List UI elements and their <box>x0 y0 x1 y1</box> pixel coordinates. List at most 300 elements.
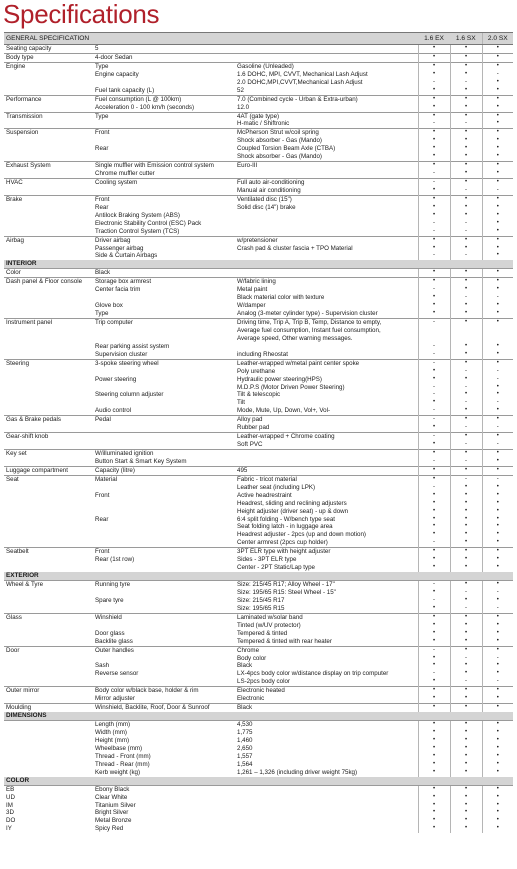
mark-1-6-ex: • <box>418 622 450 630</box>
mark-2-0-sx: • <box>482 809 513 817</box>
table-row <box>4 286 513 294</box>
mark-1-6-ex: • <box>418 817 450 825</box>
category-cell: HVAC <box>4 179 93 187</box>
mark-2-0-sx: • <box>482 220 513 228</box>
table-header-row <box>4 33 513 45</box>
mark-1-6-sx: • <box>450 204 482 212</box>
category-cell: Outer mirror <box>4 687 93 695</box>
mark-2-0-sx: • <box>482 162 513 170</box>
mark-2-0-sx: • <box>482 492 513 500</box>
category-cell <box>4 399 93 407</box>
mark-2-0-sx: • <box>482 343 513 351</box>
mark-1-6-sx: • <box>450 195 482 203</box>
item-cell: Steering column adjuster <box>95 391 164 399</box>
item-cell: Spare tyre <box>95 596 124 604</box>
category-cell <box>4 531 93 539</box>
mark-1-6-ex: - <box>418 319 450 343</box>
value-cell: 4,530 <box>235 721 418 729</box>
mark-2-0-sx: • <box>482 236 513 244</box>
mark-1-6-ex: - <box>418 120 450 128</box>
item-cell: Passenger airbag <box>95 244 144 252</box>
variant-1-6-ex-header: 1.6 EX <box>418 33 450 45</box>
category-cell <box>4 622 93 630</box>
mark-1-6-ex: - <box>418 458 450 466</box>
mark-2-0-sx: • <box>482 137 513 145</box>
item-cell: Bright Silver <box>95 809 129 817</box>
table-row <box>4 137 513 145</box>
table-row <box>4 613 513 621</box>
mark-2-0-sx: • <box>482 391 513 399</box>
value-cell: 6:4 split folding - W/bench type seat <box>237 515 336 523</box>
mark-1-6-sx: • <box>450 556 482 564</box>
mark-1-6-sx: • <box>450 687 482 695</box>
value-cell: Gasoline (Unleaded) <box>235 62 418 70</box>
table-row <box>4 531 513 539</box>
table-row <box>4 62 513 70</box>
mark-1-6-sx: • <box>450 809 482 817</box>
table-row <box>4 407 513 415</box>
mark-1-6-sx: • <box>450 523 482 531</box>
category-cell: DO <box>6 817 16 825</box>
category-cell: Transmission <box>4 112 93 120</box>
value-cell: Manual air conditioning <box>237 186 301 194</box>
mark-1-6-ex: • <box>418 508 450 516</box>
value-cell: Seat folding latch - in luggage area <box>237 523 333 531</box>
value-cell: 1,775 <box>237 729 253 736</box>
mark-1-6-ex: • <box>418 112 450 120</box>
mark-1-6-sx: - <box>450 589 482 597</box>
category-cell <box>4 564 93 572</box>
spec-table-body <box>4 45 513 834</box>
mark-2-0-sx: • <box>482 359 513 367</box>
mark-1-6-ex: - <box>418 170 450 178</box>
table-row <box>4 475 513 483</box>
category-cell <box>4 120 93 128</box>
table-row <box>4 450 513 458</box>
mark-1-6-sx: • <box>450 351 482 359</box>
mark-2-0-sx: • <box>482 87 513 95</box>
table-row <box>4 670 513 678</box>
value-cell: LX-4pcs body color w/distance display on trip computer <box>237 670 389 678</box>
mark-1-6-ex: • <box>418 704 450 712</box>
item-cell <box>93 605 235 613</box>
mark-1-6-sx: • <box>450 376 482 384</box>
mark-1-6-ex: • <box>418 376 450 384</box>
category-cell <box>4 302 93 310</box>
mark-1-6-sx: • <box>450 153 482 161</box>
mark-1-6-ex: • <box>418 695 450 703</box>
category-cell <box>4 204 93 212</box>
category-cell <box>4 391 93 399</box>
table-row <box>4 630 513 638</box>
mark-1-6-ex: - <box>418 286 450 294</box>
item-cell: Antilock Braking System (ABS) <box>95 211 180 219</box>
table-row <box>4 95 513 103</box>
value-cell: Leather-wrapped + Chrome coating <box>235 433 418 441</box>
item-cell: Front <box>93 548 235 556</box>
value-cell: Height adjuster (driver seat) - up & down <box>237 507 349 515</box>
mark-2-0-sx: • <box>482 622 513 630</box>
table-row <box>4 548 513 556</box>
mark-1-6-ex: - <box>418 228 450 236</box>
mark-1-6-ex: • <box>418 516 450 524</box>
table-row <box>4 761 513 769</box>
value-cell: M.D.P.S (Motor Driven Power Steering) <box>237 383 345 391</box>
item-cell: Thread - Rear (mm) <box>95 760 150 768</box>
item-cell <box>93 484 235 492</box>
mark-1-6-sx: • <box>450 662 482 670</box>
table-row <box>4 695 513 703</box>
value-cell: Leather-wrapped w/metal paint center spoke <box>235 359 418 367</box>
mark-1-6-sx: • <box>450 129 482 137</box>
item-cell: Titanium Silver <box>95 801 136 809</box>
table-row <box>4 433 513 441</box>
mark-1-6-sx: • <box>450 319 482 343</box>
mark-1-6-sx: - <box>450 605 482 613</box>
mark-2-0-sx: • <box>482 95 513 103</box>
item-cell: Audio control <box>95 407 132 415</box>
mark-1-6-sx: • <box>450 630 482 638</box>
mark-1-6-ex: - <box>418 646 450 654</box>
value-cell: 7.0 (Combined cycle - Urban & Extra-urban) <box>235 95 418 103</box>
mark-1-6-sx: • <box>450 416 482 424</box>
mark-1-6-ex: • <box>418 687 450 695</box>
table-row <box>4 220 513 228</box>
mark-1-6-sx: • <box>450 769 482 777</box>
item-cell: Material <box>93 475 235 483</box>
mark-1-6-ex: • <box>418 466 450 475</box>
mark-2-0-sx: • <box>482 630 513 638</box>
mark-1-6-ex: - <box>418 220 450 228</box>
item-cell: Sash <box>95 662 110 670</box>
spec-table <box>4 32 513 833</box>
mark-2-0-sx: • <box>482 433 513 441</box>
value-cell: Fabric - tricot material <box>235 475 418 483</box>
table-row <box>4 646 513 654</box>
item-cell: Center facia trim <box>95 286 141 294</box>
section-header: INTERIOR <box>4 260 513 269</box>
mark-2-0-sx: • <box>482 245 513 253</box>
mark-1-6-ex: • <box>418 424 450 432</box>
mark-1-6-ex: • <box>418 638 450 646</box>
mark-2-0-sx: • <box>482 704 513 712</box>
value-cell: Poly urethane <box>237 367 276 375</box>
mark-1-6-sx: • <box>450 646 482 654</box>
section-header-row <box>4 777 513 786</box>
value-cell <box>235 343 418 351</box>
value-cell: Full auto air-conditioning <box>235 179 418 187</box>
item-cell: Rear (1st row) <box>95 556 135 564</box>
category-cell <box>4 228 93 236</box>
mark-1-6-sx: - <box>450 655 482 663</box>
value-cell: 52 <box>237 86 244 94</box>
item-cell: Type <box>95 310 109 318</box>
category-cell <box>4 695 93 703</box>
category-cell: Wheel & Tyre <box>4 581 93 589</box>
item-cell: Acceleration 0 - 100 km/h (seconds) <box>95 103 195 111</box>
mark-1-6-ex: - <box>418 581 450 589</box>
mark-1-6-ex: - <box>418 351 450 359</box>
category-cell <box>4 384 93 392</box>
value-cell: Active headrestraint <box>237 491 292 499</box>
category-cell <box>4 670 93 678</box>
item-cell: Kerb weight (kg) <box>95 768 141 776</box>
mark-1-6-sx: • <box>450 53 482 62</box>
mark-2-0-sx: • <box>482 761 513 769</box>
value-cell: Sides - 3PT ELR type <box>237 556 297 564</box>
mark-2-0-sx: • <box>482 597 513 605</box>
value-cell: Tinted (w/UV protector) <box>237 621 301 629</box>
mark-2-0-sx: • <box>482 531 513 539</box>
mark-2-0-sx: • <box>482 120 513 128</box>
item-cell: Width (mm) <box>95 729 127 736</box>
mark-1-6-ex: • <box>418 794 450 802</box>
mark-1-6-ex: • <box>418 523 450 531</box>
item-cell: Rear <box>95 203 109 211</box>
mark-1-6-ex: • <box>418 737 450 745</box>
mark-2-0-sx: • <box>482 539 513 547</box>
item-cell: Type <box>93 112 235 120</box>
mark-1-6-sx: - <box>450 79 482 87</box>
section-header-row <box>4 572 513 581</box>
table-row <box>4 597 513 605</box>
category-cell <box>4 605 93 613</box>
mark-2-0-sx: • <box>482 721 513 729</box>
value-cell: 1,460 <box>237 736 253 744</box>
category-cell <box>4 170 93 178</box>
value-cell <box>235 809 418 817</box>
mark-1-6-sx: - <box>450 424 482 432</box>
category-cell <box>4 492 93 500</box>
mark-1-6-sx: • <box>450 112 482 120</box>
mark-1-6-ex: • <box>418 145 450 153</box>
table-row <box>4 204 513 212</box>
mark-1-6-sx: • <box>450 753 482 761</box>
table-row <box>4 745 513 753</box>
value-cell: including Rheostat <box>237 350 288 358</box>
mark-1-6-sx: • <box>450 539 482 547</box>
mark-2-0-sx: - <box>482 187 513 195</box>
mark-2-0-sx: • <box>482 310 513 318</box>
mark-1-6-ex: • <box>418 450 450 458</box>
mark-2-0-sx: • <box>482 286 513 294</box>
category-cell: Key set <box>4 450 93 458</box>
item-cell: Mirror adjuster <box>95 695 135 703</box>
mark-1-6-sx: • <box>450 278 482 286</box>
table-row <box>4 228 513 236</box>
value-cell: Size: 215/45 R17 <box>237 596 285 604</box>
table-row <box>4 45 513 54</box>
mark-2-0-sx: - <box>482 605 513 613</box>
category-cell <box>4 187 93 195</box>
category-cell <box>4 721 93 729</box>
category-cell: Seat <box>4 475 93 483</box>
category-cell <box>4 71 93 79</box>
mark-1-6-ex: • <box>418 104 450 112</box>
item-cell <box>93 384 235 392</box>
item-cell: Body color w/black base, holder & rim <box>93 687 235 695</box>
mark-2-0-sx: - <box>482 71 513 79</box>
mark-1-6-sx: • <box>450 484 482 492</box>
item-cell <box>93 433 235 441</box>
table-row <box>4 655 513 663</box>
value-cell: Headrest adjuster - 2pcs (up and down motion) <box>237 531 366 539</box>
item-cell: Fuel tank capacity (L) <box>95 86 155 94</box>
mark-1-6-ex: • <box>418 678 450 686</box>
table-row <box>4 53 513 62</box>
category-cell <box>4 368 93 376</box>
mark-1-6-sx: • <box>450 104 482 112</box>
category-cell <box>4 761 93 769</box>
category-cell <box>4 294 93 302</box>
mark-1-6-sx: • <box>450 343 482 351</box>
item-cell: Clear White <box>95 793 128 801</box>
mark-2-0-sx: - <box>482 376 513 384</box>
value-cell: Shock absorber - Gas (Mando) <box>237 153 322 161</box>
value-cell <box>235 802 418 810</box>
item-cell: Height (mm) <box>95 736 130 744</box>
mark-2-0-sx: • <box>482 523 513 531</box>
table-row <box>4 721 513 729</box>
mark-2-0-sx: • <box>482 458 513 466</box>
table-row <box>4 319 513 343</box>
value-cell: Black <box>235 704 418 712</box>
mark-1-6-sx: - <box>450 384 482 392</box>
item-cell: Backlite glass <box>95 637 133 645</box>
mark-1-6-ex: • <box>418 137 450 145</box>
mark-1-6-ex: • <box>418 95 450 103</box>
category-cell: Exhaust System <box>4 162 93 170</box>
mark-2-0-sx: • <box>482 179 513 187</box>
mark-1-6-sx: • <box>450 729 482 737</box>
mark-1-6-sx: • <box>450 212 482 220</box>
item-cell: Side & Curtain Airbags <box>95 252 158 260</box>
mark-2-0-sx: • <box>482 129 513 137</box>
mark-2-0-sx: • <box>482 62 513 70</box>
mark-1-6-ex: • <box>418 500 450 508</box>
category-cell: Engine <box>4 62 93 70</box>
mark-1-6-ex: • <box>418 204 450 212</box>
category-cell <box>4 729 93 737</box>
value-cell: Chrome <box>235 646 418 654</box>
item-cell: Glove box <box>95 302 123 310</box>
category-cell <box>4 137 93 145</box>
table-row <box>4 112 513 120</box>
item-cell: Traction Control System (TCS) <box>95 227 180 235</box>
item-cell: Winshield <box>93 613 235 621</box>
category-cell <box>4 539 93 547</box>
value-cell: Soft PVC <box>237 441 263 449</box>
item-cell: Button Start & Smart Key System <box>95 457 187 465</box>
mark-2-0-sx: • <box>482 613 513 621</box>
value-cell: Electronic heated <box>235 687 418 695</box>
mark-1-6-ex: - <box>418 252 450 260</box>
category-cell: Seatbelt <box>4 548 93 556</box>
category-cell <box>4 407 93 415</box>
item-cell: Cooling system <box>93 179 235 187</box>
category-cell: Door <box>4 646 93 654</box>
mark-2-0-sx: • <box>482 508 513 516</box>
mark-1-6-ex: • <box>418 589 450 597</box>
mark-2-0-sx: • <box>482 687 513 695</box>
value-cell: Electronic <box>237 695 265 703</box>
mark-2-0-sx: • <box>482 753 513 761</box>
category-cell <box>4 145 93 153</box>
item-cell: Metal Bronze <box>95 817 132 825</box>
table-row <box>4 302 513 310</box>
mark-1-6-ex: - <box>418 391 450 399</box>
item-cell: Power steering <box>95 375 137 383</box>
mark-1-6-ex: • <box>418 605 450 613</box>
table-row <box>4 769 513 777</box>
item-cell: W/illuminated ignition <box>93 450 235 458</box>
item-cell <box>93 523 235 531</box>
table-row <box>4 87 513 95</box>
value-cell: Ventilated disc (15") <box>235 195 418 203</box>
value-cell: 2.0 DOHC,MPI,CVVT,Mechanical Lash Adjust <box>237 78 363 86</box>
category-cell <box>4 212 93 220</box>
category-cell <box>4 343 93 351</box>
mark-1-6-sx: • <box>450 407 482 415</box>
mark-1-6-sx: • <box>450 162 482 170</box>
mark-2-0-sx: • <box>482 145 513 153</box>
mark-1-6-ex: • <box>418 368 450 376</box>
table-row <box>4 809 513 817</box>
item-cell: Ebony Black <box>93 785 235 793</box>
category-cell <box>4 769 93 777</box>
table-row <box>4 500 513 508</box>
item-cell: Trip computer <box>93 319 235 343</box>
category-cell <box>4 220 93 228</box>
mark-1-6-sx: • <box>450 531 482 539</box>
item-cell <box>93 589 235 597</box>
category-cell <box>4 441 93 449</box>
table-row <box>4 252 513 260</box>
category-cell <box>4 597 93 605</box>
table-row <box>4 704 513 712</box>
mark-2-0-sx: - <box>482 368 513 376</box>
mark-1-6-sx: - <box>450 220 482 228</box>
table-row <box>4 581 513 589</box>
mark-1-6-ex: - <box>418 179 450 187</box>
section-header: COLOR <box>4 777 513 786</box>
mark-1-6-sx: • <box>450 236 482 244</box>
mark-2-0-sx: • <box>482 794 513 802</box>
value-cell: Hydraulic power steering(HPS) <box>237 375 322 383</box>
item-cell: Rear parking assist system <box>95 342 170 350</box>
mark-1-6-ex: • <box>418 809 450 817</box>
mark-1-6-sx: • <box>450 87 482 95</box>
variant-1-6-sx-header: 1.6 SX <box>450 33 482 45</box>
mark-1-6-sx: • <box>450 359 482 367</box>
mark-1-6-sx: - <box>450 368 482 376</box>
item-cell: Capacity (litre) <box>93 466 235 475</box>
table-row <box>4 384 513 392</box>
mark-1-6-sx: • <box>450 721 482 729</box>
value-cell: Rubber pad <box>237 424 270 432</box>
value-cell: Coupled Torsion Beam Axle (CTBA) <box>237 145 336 153</box>
table-row <box>4 343 513 351</box>
table-row <box>4 416 513 424</box>
category-cell <box>4 523 93 531</box>
table-row <box>4 605 513 613</box>
value-cell <box>235 220 418 228</box>
table-row <box>4 589 513 597</box>
mark-2-0-sx: - <box>482 441 513 449</box>
value-cell <box>235 794 418 802</box>
item-cell <box>93 508 235 516</box>
mark-1-6-ex: - <box>418 384 450 392</box>
